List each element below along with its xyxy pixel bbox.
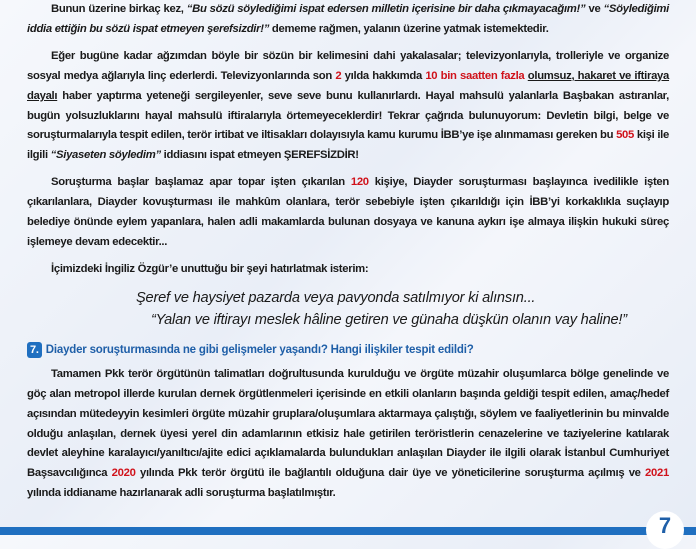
text: Tamamen Pkk terör örgütünün talimatları doğrultusunda kurulduğu ve örgüte müzahir oluşumlarca bölge genelinde ve göç alan metropol illerde kurulan dernek örgütlenmeleri içerisinde en etkili olanların başında geldiği tespit edilen, amaç/hedef açısından mütedeyyin kesimleri örgüte müzahir gruplara/oluşumlara aktarmaya çalıştığı, söylem ve faaliyetlerinin bu minvalde olduğu anlaşılan, dernek üyesi yerel din adamlarının etkisiz hale getirilen teröristlerin cenazelerine ve taziyelerine katılarak devlet aleyhine karalayıcı/yanıltıcı/ajite edici açıklamalarda bulundukları anlaşılan Diayder ile ilgili olarak İstanbul Cumhuriyet Başsavcılığınca (27, 367, 669, 480)
highlight: 10 bin saatten fazla (425, 69, 525, 82)
paragraph-3 (27, 173, 669, 253)
quote: “Siyaseten söyledim” (50, 149, 161, 162)
heading-text: Diayder soruşturmasında ne gibi gelişmeler yaşandı? Hangi ilişkiler tespit edildi? (45, 343, 474, 356)
highlight: 505 (616, 129, 635, 142)
section-heading (27, 341, 669, 359)
footer (0, 511, 696, 539)
underlined-text: olumsuz, hakaret ve iftiraya dayalı (27, 69, 670, 102)
highlight: 120 (350, 176, 369, 189)
page-number: 7 (646, 511, 684, 549)
text: Bunun üzerine birkaç kez, (51, 3, 187, 15)
text: dememe rağmen, yalanın üzerine yatmak istemektedir. (269, 22, 549, 35)
text: Eğer bugüne kadar ağzımdan böyle bir sözün bir kelimesini dahi yakalasalar; televizyonlarıyla, trolleriyle ve organize sosyal medya ağlarıyla linç ederlerdi. Televizyonlarında son (27, 49, 669, 82)
text: haber yaptırma yeteneği sergileyenler, seve seve bunu kullanırlardı. Hayal mahsulü yalanlarla Başbakan astıranlar, bugün yolsuzluklarını hayal mahsulü iftiralarıyla örtemeyeceklerdir! Tekrar çağrıda bulunuyorum: Devletin bilgi, belge ve soruşturmalarıyla tespit edilen, terör irtibat ve iltisakları dolayısıyla kamu kurumu İBB’ye işe alınmaması gereken bu (27, 89, 669, 142)
quote: “Söylediğimi iddia ettiğin bu sözü ispat etmeyen şerefsizdir!” (27, 3, 669, 35)
quote-2: “Yalan ve iftirayı meslek hâline getiren ve günaha düşkün olanın vay haline!” (151, 311, 627, 328)
text: Soruşturma başlar başlamaz apar topar işten çıkarılan (51, 176, 351, 189)
paragraph-2 (27, 47, 669, 166)
text: kişiye, Diayder soruşturması başlayınca ivedilikle işten çıkarılanlara, Diayder kovuşturması ile mahkûm olanlara, terör sebebiyle işten çıkarıldığı için İBB’yi korkaklıkla suçlayıp belediye önünde eylem yapanlara, halen adli makamlarda bulunan dosyaya ve kanuna aykırı işe almaya ilişkin hukuki süreç işlemeye devam edecektir... (27, 176, 669, 248)
quote: “Bu sözü söylediğimi ispat edersen milletin içerisine bir daha çıkmayacağım!” (186, 3, 586, 15)
text: yılında Pkk terör örgütü ile bağlantılı olduğuna dair üye ve yöneticilerine soruşturma açılmış ve (135, 467, 646, 480)
highlight: 2020 (111, 467, 136, 480)
highlight: 2021 (645, 467, 669, 480)
paragraph-5 (27, 365, 669, 504)
highlight: 2 (335, 69, 342, 82)
text: iddiasını ispat etmeyen ŞEREFSİZDİR! (160, 149, 359, 162)
paragraph-1 (27, 0, 669, 40)
paragraph-4: İçimizdeki İngiliz Özgür’e unuttuğu bir şeyi hatırlatmak isterim: (51, 262, 369, 275)
text: yılında iddianame hazırlanarak adli soruşturma başlatılmıştır. (27, 487, 336, 500)
footer-bar (0, 527, 696, 535)
text: kişi ile ilgili (27, 129, 670, 162)
quote-1: Şeref ve haysiyet pazarda veya pavyonda satılmıyor ki alınsın... (136, 289, 536, 306)
text: yılda hakkımda (341, 69, 426, 82)
text: ve (585, 3, 604, 15)
section-number: 7. (27, 342, 42, 358)
